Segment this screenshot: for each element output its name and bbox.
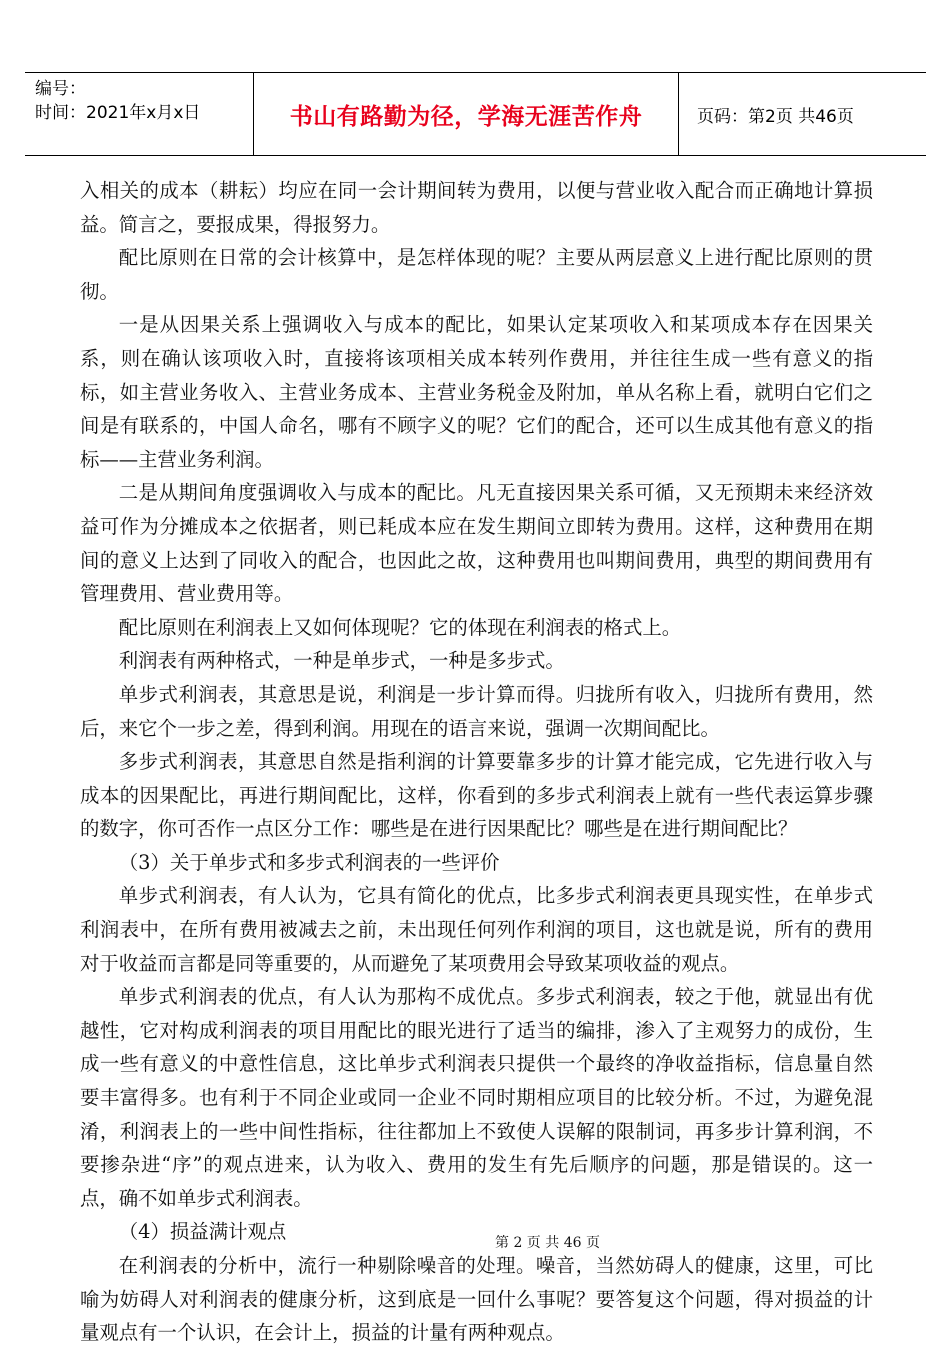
- paragraph: 入相关的成本（耕耘）均应在同一会计期间转为费用，以便与营业收入配合而正确地计算损益。简言之，要报成果，得报努力。: [80, 179, 873, 236]
- paragraph: 单步式利润表，其意思是说，利润是一步计算而得。归拢所有收入，归拢所有费用，然后，来它个一步之差，得到利润。用现在的语言来说，强调一次期间配比。: [80, 682, 873, 740]
- paragraph: 利润表有两种格式，一种是单步式，一种是多步式。: [118, 649, 565, 673]
- document-time-label: 时间：2021年x月x日: [35, 103, 201, 123]
- document-body: [80, 174, 873, 1350]
- section-heading: （3）关于单步式和多步式利润表的一些评价: [118, 850, 500, 874]
- paragraph: 一是从因果关系上强调收入与成本的配比，如果认定某项收入和某项成本存在因果关系，则在确认该项收入时，直接将该项相关成本转列作费用，并往往生成一些有意义的指标，如主营业务收入、主营业务成本、主营业务税金及附加，单从名称上看，就明白它们之间是有联系的，中国人命名，哪有不顾字义的呢？它们的配合，还可以生成其他有意义的指标——主营业务利润。: [80, 313, 873, 471]
- paragraph: 单步式利润表的优点，有人认为那构不成优点。多步式利润表，较之于他，就显出有优越性，它对构成利润表的项目用配比的眼光进行了适当的编排，渗入了主观努力的成份，生成一些有意义的中意性信息，这比单步式利润表只提供一个最终的净收益指标，信息量自然要丰富得多。也有利于不同企业或同一企业不同时期相应项目的比较分析。不过，为避免混淆，利润表上的一些中间性指标，往往都加上不致使人误解的限制词，再多步计算利润，不要掺杂进“序”的观点进来，认为收入、费用的发生有先后顺序的问题，那是错误的。这一点，确不如单步式利润表。: [80, 985, 873, 1210]
- paragraph: 二是从期间角度强调收入与成本的配比。凡无直接因果关系可循，又无预期未来经济效益可作为分摊成本之依据者，则已耗成本应在发生期间立即转为费用。这样，这种费用在期间的意义上达到了同收入的配合，也因此之故，这种费用也叫期间费用，典型的期间费用有管理费用、营业费用等。: [80, 481, 873, 606]
- paragraph: 配比原则在日常的会计核算中，是怎样体现的呢？主要从两层意义上进行配比原则的贯彻。: [80, 246, 873, 303]
- header-page-info: 页码：第2页 共46页: [697, 106, 854, 127]
- paragraph: 在利润表的分析中，流行一种剔除噪音的处理。噪音，当然妨碍人的健康，这里，可比喻为妨碍人对利润表的健康分析，这到底是一回什么事呢？要答复这个问题，得对损益的计量观点有一个认识，在会计上，损益的计量有两种观点。: [80, 1254, 873, 1345]
- section-heading: （4）损益满计观点: [118, 1220, 287, 1244]
- paragraph: 单步式利润表，有人认为，它具有简化的优点，比多步式利润表更具现实性，在单步式利润表中，在所有费用被减去之前，未出现任何列作利润的项目，这也就是说，所有的费用对于收益而言都是同等重要的，从而避免了某项费用会导致某项收益的观点。: [80, 884, 873, 975]
- header-meta: [25, 73, 254, 155]
- header-motto: 书山有路勤为径，学海无涯苦作舟: [254, 73, 679, 155]
- page-footer: 第 2 页 共 46 页: [495, 1235, 600, 1251]
- document-header: [25, 72, 926, 156]
- document-number-label: 编号：: [35, 79, 86, 99]
- paragraph: 配比原则在利润表上又如何体现呢？它的体现在利润表的格式上。: [118, 615, 682, 639]
- paragraph: 多步式利润表，其意思自然是指利润的计算要靠多步的计算才能完成，它先进行收入与成本的因果配比，再进行期间配比，这样，你看到的多步式利润表上就有一些代表运算步骤的数字，你可否作一点区分工作：哪些是在进行因果配比？哪些是在进行期间配比？: [80, 750, 873, 841]
